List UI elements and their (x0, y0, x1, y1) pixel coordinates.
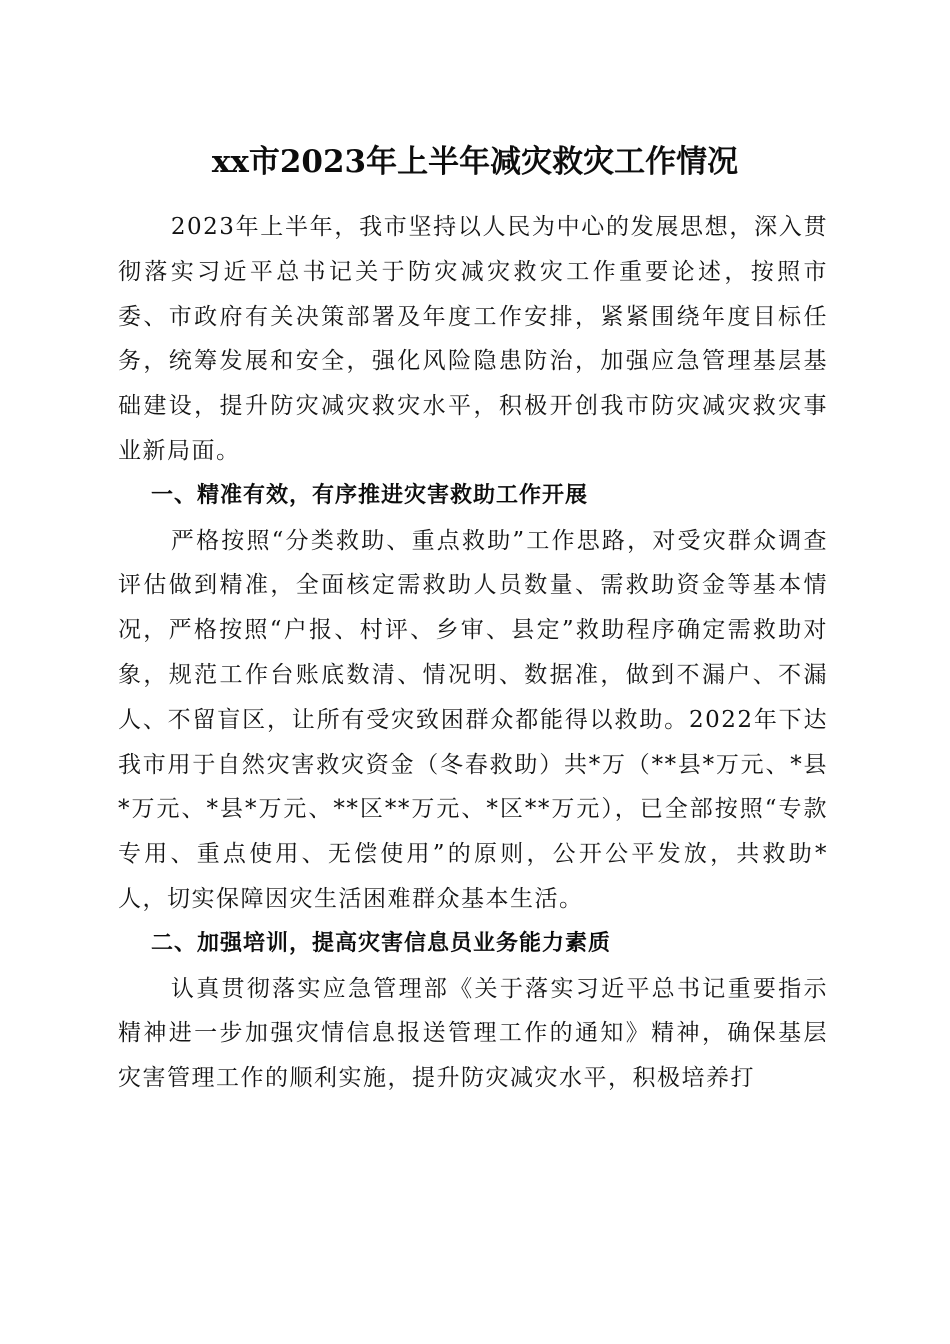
section-2-heading: 二、加强培训，提高灾害信息员业务能力素质 (151, 930, 612, 956)
document-title: xx市2023年上半年减灾救灾工作情况 (211, 144, 739, 180)
document-body (118, 205, 828, 1101)
section-2-paragraph: 认真贯彻落实应急管理部《关于落实习近平总书记重要指示精神进一步加强灾情信息报送管理工作的通知》精神，确保基层灾害管理工作的顺利实施，提升防灾减灾水平，积极培养打 (118, 975, 828, 1092)
section-1-paragraph: 严格按照“分类救助、重点救助”工作思路，对受灾群众调查评估做到精准，全面核定需救助人员数量、需救助资金等基本情况，严格按照“户报、村评、乡审、县定”救助程序确定需救助对象，规范工作台账底数清、情况明、数据准，做到不漏户、不漏人、不留盲区，让所有受灾致困群众都能得以救助。2022年下达我市用于自然灾害救灾资金（冬春救助）共*万（**县*万元、*县*万元、*县*万元、**区**万元、*区**万元），已全部按照“专款专用、重点使用、无偿使用”的原则，公开公平发放，共救助*人，切实保障因灾生活困难群众基本生活。 (118, 527, 828, 912)
intro-paragraph: 2023年上半年，我市坚持以人民为中心的发展思想，深入贯彻落实习近平总书记关于防灾减灾救灾工作重要论述，按照市委、市政府有关决策部署及年度工作安排，紧紧围绕年度目标任务，统筹发展和安全，强化风险隐患防治，加强应急管理基层基础建设，提升防灾减灾救灾水平，积极开创我市防灾减灾救灾事业新局面。 (118, 214, 828, 464)
section-1-heading: 一、精准有效，有序推进灾害救助工作开展 (151, 482, 589, 508)
